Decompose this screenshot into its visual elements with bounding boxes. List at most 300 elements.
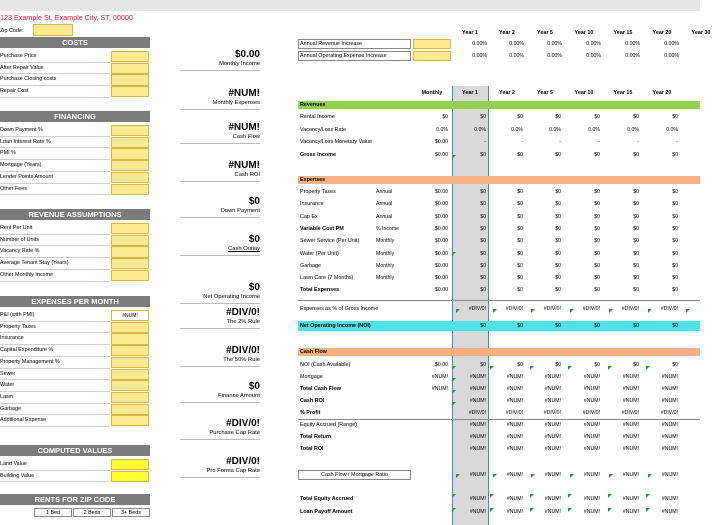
cashflow-label: Equity Accrued (Range) [300, 422, 357, 428]
input-cell[interactable] [111, 184, 149, 195]
row-line [0, 321, 110, 322]
bottom-label: Total Equity Accrued [300, 496, 354, 502]
assumption-value: 0.00% [664, 53, 679, 59]
row-line [0, 344, 110, 345]
assumption-value: 0.00% [472, 41, 487, 47]
revenue-cell: 0.0% [474, 126, 486, 133]
input-label: Purchase Closing costs [0, 76, 57, 83]
comment-marker [452, 378, 456, 382]
row-line [0, 73, 110, 74]
input-cell[interactable] [111, 63, 149, 74]
expense-cell: $0 [672, 213, 678, 220]
comment-marker [530, 508, 534, 512]
cashflow-cell: $0.00 [435, 362, 448, 368]
comment-marker [570, 474, 574, 478]
bottom-cell: #NUM! [469, 496, 486, 502]
comment-marker [490, 366, 494, 370]
cashflow-cell: #NUM! [544, 422, 561, 428]
cashflow-cell: #NUM! [431, 374, 448, 380]
expense-frequency: % Income [376, 225, 400, 232]
input-cell[interactable] [111, 369, 149, 380]
revenue-label: Gross Income [300, 151, 336, 158]
expense-cell: $0.00 [435, 250, 448, 257]
bottom-cell: #NUM! [622, 509, 639, 515]
revenue-cell: $0 [672, 151, 678, 158]
revenue-cell: $0 [555, 114, 561, 120]
input-cell [111, 471, 149, 482]
column-header: Year 5 [537, 90, 553, 96]
row-line [0, 234, 110, 235]
revenue-cell: 0.0% [666, 126, 678, 133]
input-cell[interactable] [111, 246, 149, 257]
revenue-cell: - [484, 139, 486, 145]
metric-divider [180, 217, 260, 218]
expense-label: Variable Cost PM [300, 225, 344, 232]
cashflow-cell: $0 [480, 362, 486, 368]
comment-marker [686, 309, 690, 313]
input-cell[interactable] [111, 125, 149, 136]
assumption-label: Annual Revenue Increase [298, 39, 411, 49]
row-line [0, 269, 110, 270]
metric [180, 456, 260, 475]
metric-divider [180, 328, 260, 329]
input-label: After Repair Value [0, 64, 44, 71]
year-header: Year 30 [691, 30, 711, 36]
year-header: Year 5 [537, 30, 553, 36]
metric-label: Cash Flow [232, 134, 260, 140]
revenues-band [298, 101, 700, 109]
cashflow-label: Mortgage [300, 374, 323, 380]
cashflow-cell: #NUM! [506, 422, 523, 428]
comment-marker [452, 390, 456, 394]
input-cell[interactable] [111, 357, 149, 368]
input-cell[interactable] [111, 380, 149, 391]
expense-frequency: Monthly [376, 250, 395, 257]
cashflow-cell: #DIV/0! [660, 410, 678, 416]
comment-marker [570, 309, 574, 313]
ratio-cell: #NUM! [544, 472, 561, 478]
metric-label: Monthly Income [219, 61, 260, 67]
assumption-label: Annual Operating Expense Increase [298, 51, 411, 61]
expense-cell: $0 [672, 275, 678, 282]
cashflow-label: Cash ROI [300, 398, 325, 404]
expense-cell: $0 [555, 275, 561, 282]
input-cell [111, 459, 149, 470]
input-label: Lender Points Amount [0, 173, 54, 180]
row-line [0, 62, 110, 63]
assumption-value: 0.00% [625, 41, 640, 47]
expense-cell: $0 [672, 189, 678, 195]
row-line [0, 414, 110, 415]
expense-cell: $0 [480, 238, 486, 245]
revenue-cell: - [637, 139, 639, 145]
row-line [0, 194, 110, 195]
zip-input[interactable] [33, 24, 73, 36]
metric-value: $0 [248, 282, 260, 293]
metric [180, 160, 260, 179]
revenue-cell: $0 [633, 151, 639, 158]
metric-divider [180, 109, 260, 110]
cashflow-cell: #NUM! [622, 398, 639, 404]
input-cell[interactable] [111, 51, 149, 62]
assumption-input[interactable] [413, 51, 451, 61]
metric-divider [180, 255, 260, 256]
cashflow-cell: $0 [517, 362, 523, 368]
revenue-cell: $0 [594, 114, 600, 120]
bottom-cell: #NUM! [469, 509, 486, 515]
column-header: Year 1 [462, 90, 478, 96]
expense-cell: $0.00 [435, 213, 448, 220]
comment-marker [490, 508, 494, 512]
cashflow-cell: #NUM! [583, 398, 600, 404]
expense-cell: $0 [480, 201, 486, 208]
cashflow-cell: #NUM! [469, 374, 486, 380]
expense-cell: $0 [517, 275, 523, 282]
cashflow-cell: #NUM! [544, 434, 561, 440]
revenue-label: Vacancy/Loss Rate [300, 126, 347, 133]
revenue-cell: - [559, 139, 561, 145]
expense-label: Total Expenses [300, 287, 340, 294]
expense-cell: $0 [555, 238, 561, 245]
revenue-cell: $0 [442, 114, 448, 120]
input-cell[interactable] [111, 172, 149, 183]
input-label: Loan Interest Rate % [0, 138, 51, 145]
input-cell[interactable] [111, 392, 149, 403]
column-header: Year 10 [574, 90, 594, 96]
expense-cell: $0 [594, 225, 600, 232]
expense-label: Water (Per Unit) [300, 250, 339, 257]
row-line [0, 281, 110, 282]
expense-cell: $0 [480, 275, 486, 282]
expense-cell: $0 [594, 201, 600, 208]
input-label: Water [0, 382, 15, 389]
row-line [0, 97, 110, 98]
expense-cell: $0.00 [435, 201, 448, 208]
cashflow-cell: #NUM! [544, 386, 561, 392]
revenue-cell: $0 [480, 151, 486, 158]
cashflow-cell: #NUM! [622, 434, 639, 440]
cashflow-cell: #NUM! [622, 374, 639, 380]
input-cell[interactable] [111, 160, 149, 171]
input-label: Property Taxes [0, 323, 36, 330]
noi-cell: $0 [555, 323, 561, 329]
expense-cell: $0 [633, 225, 639, 232]
cashflow-cell: #NUM! [544, 374, 561, 380]
expense-label: Garbage [300, 262, 321, 269]
expense-cell: $0 [480, 189, 486, 195]
revenue-cell: $0 [594, 151, 600, 158]
input-cell[interactable] [111, 223, 149, 234]
metric-value: $0 [248, 196, 260, 207]
comment-marker [490, 494, 494, 498]
row-line [0, 183, 110, 184]
row-line [0, 368, 110, 369]
revenue-cell: $0 [633, 114, 639, 120]
expense-cell: $0.00 [435, 189, 448, 195]
metric-divider [180, 143, 260, 144]
expense-pct-label: Expenses as % of Gross Income [300, 306, 379, 312]
row-line [0, 147, 110, 148]
expense-cell: $0 [594, 262, 600, 269]
metric-value: $0 [248, 234, 260, 245]
cashflow-cell: #NUM! [661, 422, 678, 428]
metric-value: $0.00 [234, 49, 260, 60]
input-label: Garbage [0, 405, 21, 412]
input-label: Vacancy Rate % [0, 248, 40, 255]
metric-label: Net Operating Income [203, 294, 260, 300]
expense-cell: $0 [517, 238, 523, 245]
revenues-band-title: Revenues [300, 102, 326, 108]
ratio-cell: #NUM! [583, 472, 600, 478]
metric-divider [180, 181, 260, 182]
expense-cell: $0.00 [435, 262, 448, 269]
expense-label: Insurance [300, 201, 324, 208]
expense-cell: $0 [672, 287, 678, 294]
expense-cell: $0 [555, 201, 561, 208]
year-header: Year 1 [462, 30, 478, 36]
row-line [0, 171, 110, 172]
cashflow-cell: #NUM! [506, 446, 523, 452]
input-cell[interactable] [111, 345, 149, 356]
comment-marker [456, 474, 460, 478]
input-label: Insurance [0, 335, 24, 342]
expense-cell: $0 [633, 262, 639, 269]
input-label: Down Payment % [0, 127, 43, 133]
row-line [0, 159, 110, 160]
cashflow-cell: #DIV/0! [621, 410, 639, 416]
row-line [0, 403, 110, 404]
metric [180, 88, 260, 107]
cashflow-band [298, 348, 700, 356]
comment-marker [456, 309, 460, 313]
expense-pct-cell: #DIV/0! [468, 306, 486, 312]
assumption-input[interactable] [413, 39, 451, 49]
noi-cell: $0 [480, 323, 486, 329]
input-label: Other Fees [0, 185, 27, 192]
expense-cell: $0 [633, 275, 639, 282]
assumption-value: 0.00% [664, 41, 679, 47]
expense-cell: $0 [672, 238, 678, 245]
expense-frequency: Monthly [376, 238, 395, 245]
comment-marker [452, 252, 456, 256]
comment-marker [648, 474, 652, 478]
cashflow-cell: #NUM! [661, 374, 678, 380]
input-cell[interactable] [111, 235, 149, 246]
input-label: Additional Expense [0, 417, 47, 424]
comment-marker [568, 508, 572, 512]
column-header: Monthly [421, 90, 443, 96]
cashflow-cell: $0 [555, 362, 561, 368]
cashflow-cell: #DIV/0! [543, 410, 561, 416]
assumption-value: 0.00% [472, 53, 487, 59]
metric-label: Cash Outlay [228, 246, 260, 252]
input-label: Capital Expenditure % [0, 347, 54, 354]
row-line [0, 470, 110, 471]
assumption-value: 0.00% [586, 41, 601, 47]
expense-cell: $0 [517, 201, 523, 208]
comment-marker [452, 494, 456, 498]
cashflow-cell: #NUM! [469, 446, 486, 452]
expense-frequency: Annual [376, 189, 393, 195]
comment-marker [452, 508, 456, 512]
assumption-value: 0.00% [625, 53, 640, 59]
metric [180, 381, 260, 400]
expense-frequency: Monthly [376, 275, 395, 282]
input-cell[interactable] [111, 137, 149, 148]
metric [180, 307, 260, 326]
expense-cell: $0 [480, 225, 486, 232]
cashflow-cell: #NUM! [469, 422, 486, 428]
metric-divider [180, 402, 260, 403]
input-label: P&I (with PMI) [0, 312, 35, 318]
metric-value: $0 [248, 381, 260, 392]
bottom-cell: #NUM! [622, 496, 639, 502]
year-header: Year 10 [574, 30, 594, 36]
expense-cell: $0 [672, 225, 678, 232]
cashflow-cell: #NUM! [469, 434, 486, 440]
expense-cell: $0 [594, 287, 600, 294]
input-cell[interactable] [111, 258, 149, 269]
row-line [0, 391, 110, 392]
cashflow-cell: #DIV/0! [468, 410, 486, 416]
section-header: COMPUTED VALUES [0, 445, 150, 456]
assumption-value: 0.00% [509, 41, 524, 47]
comment-marker [646, 366, 650, 370]
section-header: FINANCING [0, 111, 150, 122]
cashflow-cell: #NUM! [544, 398, 561, 404]
comment-marker [452, 155, 456, 159]
bottom-cell: #NUM! [506, 509, 523, 515]
expense-cell: $0 [633, 238, 639, 245]
ratio-cell: #NUM! [469, 472, 486, 478]
expense-pct-cell: #DIV/0! [543, 306, 561, 312]
metric [180, 196, 260, 215]
expense-cell: $0 [517, 262, 523, 269]
input-cell[interactable]: #NUM! [111, 310, 149, 321]
revenue-cell: 0.0% [588, 126, 600, 133]
revenue-label: Rental Income [300, 114, 335, 120]
comment-marker [609, 309, 613, 313]
cashflow-cell: #NUM! [622, 386, 639, 392]
comment-marker [608, 494, 612, 498]
row-line [0, 136, 110, 137]
input-label: Purchase Price [0, 53, 37, 59]
expense-cell: $0 [594, 250, 600, 257]
expense-label: Lawn Care (7 Months) [300, 275, 354, 282]
expense-cell: $0 [555, 189, 561, 195]
comment-marker [646, 494, 650, 498]
cashflow-label: Total Cash Flow [300, 386, 341, 392]
expense-cell: $0 [672, 201, 678, 208]
input-label: Mortgage (Years) [0, 162, 42, 169]
metric-value: #NUM! [228, 88, 260, 99]
cashflow-cell: #DIV/0! [505, 410, 523, 416]
comment-marker [608, 508, 612, 512]
metric-label: The 50% Rule [223, 357, 260, 363]
metric-value: #DIV/0! [226, 345, 260, 356]
ratio-cell: #NUM! [506, 472, 523, 478]
input-cell[interactable] [111, 322, 149, 333]
year-header: Year 15 [613, 30, 633, 36]
expense-cell: $0 [672, 262, 678, 269]
metric-label: Finance Amount [218, 393, 260, 399]
revenue-cell: 0.0% [436, 126, 448, 133]
comment-marker [568, 366, 572, 370]
metric-value: #DIV/0! [226, 307, 260, 318]
metric-divider [180, 439, 260, 440]
expenses-band [298, 176, 700, 184]
section-header: REVENUE ASSUMPTIONS [0, 209, 150, 220]
expense-pct-cell: #DIV/0! [621, 306, 639, 312]
cashflow-cell: #NUM! [583, 434, 600, 440]
cashflow-cell: #NUM! [506, 398, 523, 404]
row-line [0, 379, 110, 380]
expense-cell: $0.00 [435, 287, 448, 294]
metric-label: Cash ROI [234, 172, 260, 178]
revenue-cell: 0.0% [627, 126, 639, 133]
cashflow-label: % Profit [300, 410, 321, 416]
expenses-band-title: Expenses [300, 177, 326, 183]
row-line [0, 356, 110, 357]
input-cell[interactable] [111, 415, 149, 426]
property-address[interactable]: 123 Example St, Example City, ST, 00000 [0, 13, 133, 22]
noi-cell: $0 [633, 323, 639, 329]
input-label: Other Monthly Income [0, 271, 54, 278]
expense-cell: $0 [480, 250, 486, 257]
expense-cell: $0 [555, 225, 561, 232]
row-line [0, 245, 110, 246]
expense-cell: $0 [517, 250, 523, 257]
input-cell[interactable] [111, 404, 149, 415]
cashflow-cell: #NUM! [469, 386, 486, 392]
input-label: Land Value [0, 461, 27, 467]
input-cell[interactable] [111, 270, 149, 281]
cashflow-cell: $0 [594, 362, 600, 368]
expense-cell: $0 [555, 213, 561, 220]
metric-label: Down Payment [220, 208, 260, 214]
comment-marker [493, 309, 497, 313]
input-label: Number of Units [0, 236, 39, 243]
revenue-cell: $0 [480, 114, 486, 120]
section-header: COSTS [0, 37, 150, 48]
metric-label: The 2% Rule [226, 319, 260, 325]
expense-pct-cell: #DIV/0! [582, 306, 600, 312]
bottom-cell: #NUM! [544, 496, 561, 502]
input-cell[interactable] [111, 74, 149, 85]
column-header: Year 20 [652, 90, 672, 96]
row-line [0, 332, 110, 333]
expense-cell: $0 [672, 250, 678, 257]
cashflow-cell: #NUM! [469, 398, 486, 404]
expense-cell: $0 [517, 189, 523, 195]
input-cell[interactable] [111, 148, 149, 159]
rent-bed-header: 3+ Beds [112, 508, 150, 517]
cashflow-cell: #NUM! [661, 398, 678, 404]
expense-cell: $0 [480, 262, 486, 269]
expense-cell: $0 [517, 213, 523, 220]
expense-cell: $0 [517, 287, 523, 294]
metric [180, 234, 260, 253]
input-label: Property Management % [0, 358, 60, 365]
input-cell[interactable] [111, 86, 149, 97]
expense-cell: $0 [633, 189, 639, 195]
assumption-value: 0.00% [547, 53, 562, 59]
ratio-cell: #NUM! [661, 472, 678, 478]
comment-marker [530, 366, 534, 370]
metric [180, 282, 260, 301]
expense-cell: $0 [517, 225, 523, 232]
input-cell[interactable] [111, 333, 149, 344]
